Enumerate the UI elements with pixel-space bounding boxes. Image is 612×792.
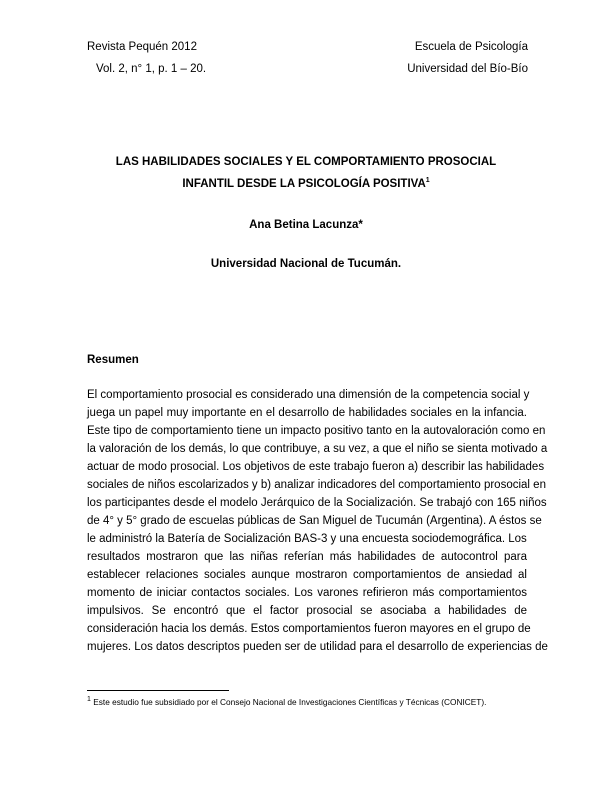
abstract-body [87, 386, 548, 656]
abstract-line: le administró la Batería de Socialización BAS-3 y una encuesta sociodemográfica. Los [87, 533, 527, 545]
abstract-line: resultados mostraron que las niñas referían más habilidades de autocontrol para [87, 551, 527, 563]
footnote-divider [87, 690, 229, 691]
abstract-line: sociales de niños escolarizados y b) analizar indicadores del comportamiento prosocial en [87, 479, 546, 491]
paper-title-line-2 [60, 177, 552, 191]
abstract-line: los participantes desde el modelo Jerárquico de la Socialización. Se trabajó con 165 niños [87, 497, 547, 509]
abstract-heading: Resumen [87, 354, 139, 366]
abstract-line: mujeres. Los datos descriptos pueden ser de utilidad para el desarrollo de experiencias de [87, 641, 548, 653]
journal-volume: Vol. 2, n° 1, p. 1 – 20. [96, 63, 207, 75]
abstract-line: la valoración de los demás, lo que contribuye, a su vez, a que el niño se sienta motivado a [87, 443, 548, 455]
paper-title-text: INFANTIL DESDE LA PSICOLOGÍA POSITIVA [182, 178, 426, 190]
abstract-line: consideración hacia los demás. Estos comportamientos fueron mayores en el grupo de [87, 623, 531, 635]
footnote-text: Este estudio fue subsidiado por el Consejo Nacional de Investigaciones Científicas y Técnicas (CONICET). [90, 697, 487, 707]
abstract-line: Este tipo de comportamiento tiene un impacto positivo tanto en la autovaloración como en [87, 425, 546, 437]
abstract-line: momento de iniciar contactos sociales. Los varones refirieron más comportamientos [87, 587, 527, 599]
footnote [87, 697, 486, 708]
paper-title-line-1: LAS HABILIDADES SOCIALES Y EL COMPORTAMIENTO PROSOCIAL [115, 156, 497, 168]
abstract-line: actuar de modo prosocial. Los objetivos de este trabajo fueron a) describir las habilidades [87, 461, 545, 473]
abstract-line: establecer relaciones sociales aunque mostraron comportamientos de ansiedad al [87, 569, 527, 581]
abstract-line: El comportamiento prosocial es considerado una dimensión de la competencia social y [87, 389, 530, 401]
title-footnote-marker: 1 [425, 177, 430, 185]
journal-name: Revista Pequén 2012 [87, 41, 197, 53]
abstract-line: de 4° y 5° grado de escuelas públicas de San Miguel de Tucumán (Argentina). A éstos se [87, 515, 542, 527]
author-name: Ana Betina Lacunza* [249, 219, 363, 231]
abstract-line: juega un papel muy importante en el desarrollo de habilidades sociales en la infancia. [87, 407, 527, 419]
author-affiliation: Universidad Nacional de Tucumán. [210, 258, 402, 270]
footnote-marker: 1 [87, 696, 91, 704]
university-name: Universidad del Bío-Bío [407, 63, 528, 75]
school-name: Escuela de Psicología [414, 41, 528, 53]
abstract-line: impulsivos. Se encontró que el factor prosocial se asociaba a habilidades de [87, 605, 527, 617]
